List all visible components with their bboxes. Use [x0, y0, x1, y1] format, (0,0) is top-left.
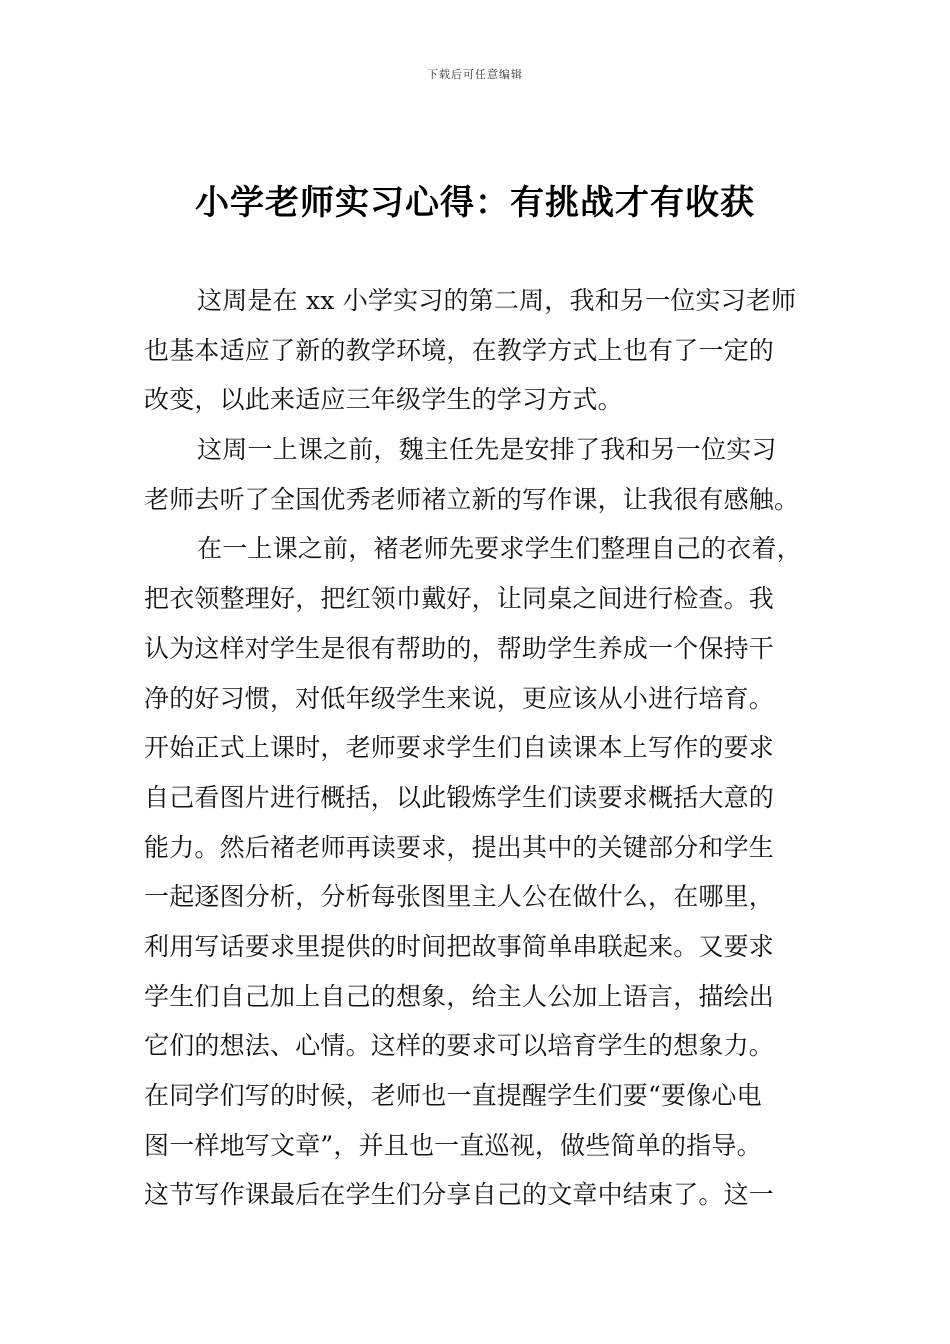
text-line: 净的好习惯，对低年级学生来说，更应该从小进行培育。	[144, 683, 775, 713]
text-line: 学生们自己加上自己的想象，给主人公加上语言，描绘出	[144, 981, 775, 1011]
text-line: 在一上课之前，褚老师先要求学生们整理自己的衣着，	[197, 534, 802, 564]
text-line: 自己看图片进行概括，以此锻炼学生们读要求概括大意的	[144, 782, 775, 812]
text-line: 把衣领整理好，把红领巾戴好，让同桌之间进行检查。我	[144, 584, 775, 614]
body-text	[144, 276, 814, 1220]
text-line: 一起逐图分析，分析每张图里主人公在做什么，在哪里，	[144, 882, 775, 912]
document-title: 小学老师实习心得：有挑战才有收获	[195, 183, 755, 223]
text-line: 这周是在 xx 小学实习的第二周，我和另一位实习老师	[197, 286, 797, 315]
text-line: 图一样地写文章”，并且也一直巡视，做些简单的指导。	[144, 1130, 762, 1160]
text-line: 认为这样对学生是很有帮助的，帮助学生养成一个保持干	[144, 633, 775, 663]
header-note: 下载后可任意编辑	[427, 68, 523, 81]
text-line: 它们的想法、心情。这样的要求可以培育学生的想象力。	[144, 1031, 775, 1061]
text-line: 老师去听了全国优秀老师褚立新的写作课，让我很有感触。	[144, 484, 800, 514]
text-line: 也基本适应了新的教学环境，在教学方式上也有了一定的	[144, 335, 775, 365]
text-line: 利用写话要求里提供的时间把故事简单串联起来。又要求	[144, 931, 775, 961]
text-line: 能力。然后褚老师再读要求，提出其中的关键部分和学生	[144, 832, 775, 862]
text-line: 开始正式上课时，老师要求学生们自读课本上写作的要求	[144, 733, 775, 763]
text-line: 改变，以此来适应三年级学生的学习方式。	[144, 385, 623, 415]
text-line: 这周一上课之前，魏主任先是安排了我和另一位实习	[197, 435, 777, 465]
text-line: 在同学们写的时候，老师也一直提醒学生们要“要像心电	[144, 1081, 762, 1110]
text-line: 这节写作课最后在学生们分享自己的文章中结束了。这一	[144, 1180, 775, 1210]
